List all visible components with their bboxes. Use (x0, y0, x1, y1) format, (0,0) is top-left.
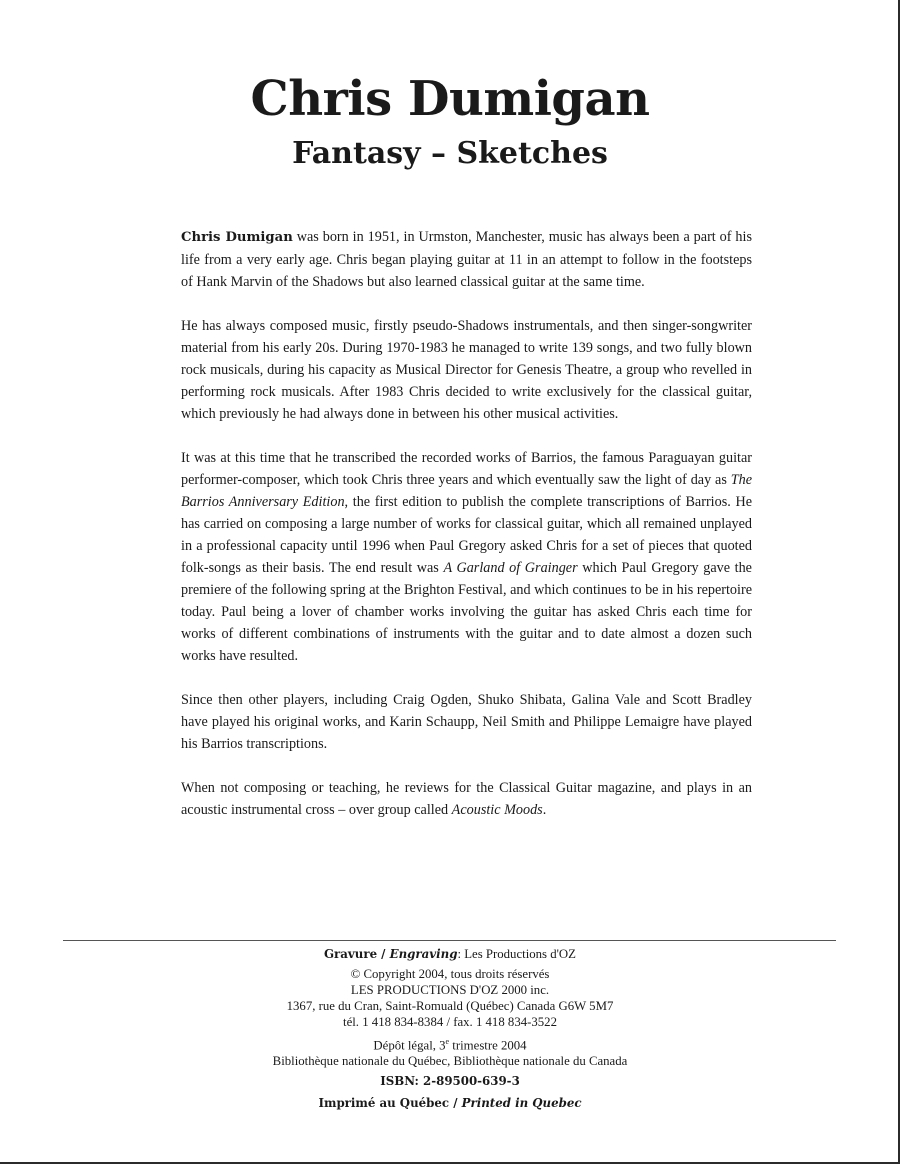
isbn-line (0, 1073, 900, 1089)
bio-paragraph-1-text: was born in 1951, in Urmston, Manchester, music has always been a part of his life from a very early age. Chris began playing guitar at 11 in an attempt to follow in the footsteps of Hank Marvin of the Shadows but also learned classical guitar at the same time. (181, 229, 752, 290)
legal-deposit-superscript: e (445, 1037, 450, 1046)
phone-line: tél. 1 418 834-8384 / fax. 1 418 834-3522 (343, 1015, 557, 1029)
engraving-credit (0, 946, 900, 962)
divider-rule (63, 940, 836, 941)
legal-deposit-quarter: trimestre 2004 (449, 1038, 527, 1053)
printed-line (0, 1095, 900, 1111)
legal-deposit-text: Dépôt légal, 3 (373, 1038, 446, 1053)
page-title: Chris Dumigan (250, 71, 650, 127)
work-title-garland: A Garland of Grainger (443, 560, 578, 576)
bio-paragraph-5-end: . (542, 802, 547, 818)
page-subtitle: Fantasy – Sketches (292, 136, 608, 171)
bio-paragraph-5 (181, 777, 752, 821)
bio-paragraph-4: Since then other players, including Craig Ogden, Shuko Shibata, Galina Vale and Scott Bradley have played his original works, and Karin Schaupp, Neil Smith and Philippe Lemaigre have played his Barrios transcriptions. (181, 692, 752, 752)
composer-name: Chris Dumigan (181, 230, 293, 245)
group-name: Acoustic Moods (451, 802, 543, 818)
bio-paragraph-3-text-b: , the first edition to publish the complete transcriptions of Barrios. He has carried on composing a large number of works for classical guitar, which all remained unplayed in a professional capacity until 1996 when Paul Gregory asked Chris for a set of pieces that quoted folk-songs as their basis. The end result was (181, 494, 752, 576)
libraries-line: Bibliothèque nationale du Québec, Bibliothèque nationale du Canada (272, 1054, 628, 1069)
isbn: ISBN: 2-89500-639-3 (380, 1074, 520, 1089)
biography (181, 226, 752, 843)
engraving-label-fr: Gravure (323, 947, 378, 961)
publisher-line: LES PRODUCTIONS D'OZ 2000 inc. (350, 983, 550, 997)
bio-paragraph-5-text: When not composing or teaching, he reviews for the Classical Guitar magazine, and plays in an acoustic instrumental cross – over group called (181, 780, 752, 818)
printed-en: Printed in Quebec (461, 1096, 582, 1111)
address-line: 1367, rue du Cran, Saint-Romuald (Québec) Canada G6W 5M7 (286, 999, 614, 1013)
work-title-barrios: The Barrios Anniversary Edition (181, 472, 752, 510)
legal-deposit-line (0, 1034, 900, 1053)
printed-separator: / (449, 1096, 462, 1111)
bio-paragraph-3-text-c: which Paul Gregory gave the premiere of the following spring at the Brighton Festival, and which continues to be in his repertoire today. Paul being a lover of chamber works involving the guitar has asked Chris each time for works of different combinations of instruments with the guitar and to date almost a dozen such works have resulted. (181, 560, 752, 664)
printed-fr: Imprimé au Québec (318, 1096, 450, 1111)
colophon (0, 946, 900, 1111)
bio-paragraph-1 (181, 226, 752, 293)
bio-paragraph-3-text-a: It was at this time that he transcribed the recorded works of Barrios, the famous Paraguayan guitar performer-composer, which took Chris three years and which eventually saw the light of day as (181, 450, 752, 488)
engraving-value: : Les Productions d'OZ (457, 947, 576, 961)
bio-paragraph-2: He has always composed music, firstly pseudo-Shadows instrumentals, and then singer-songwriter material from his early 20s. During 1970-1983 he managed to write 139 songs, and two fully blown rock musicals, during his capacity as Musical Director for Genesis Theatre, a group who revelled in performing rock musicals. After 1983 Chris decided to write exclusively for the classical guitar, which previously he had always done in between his other musical activities. (181, 318, 752, 422)
engraving-label-en: Engraving (389, 947, 458, 961)
engraving-separator: / (377, 947, 390, 961)
copyright-line: © Copyright 2004, tous droits réservés (350, 967, 550, 981)
bio-paragraph-3 (181, 447, 752, 667)
